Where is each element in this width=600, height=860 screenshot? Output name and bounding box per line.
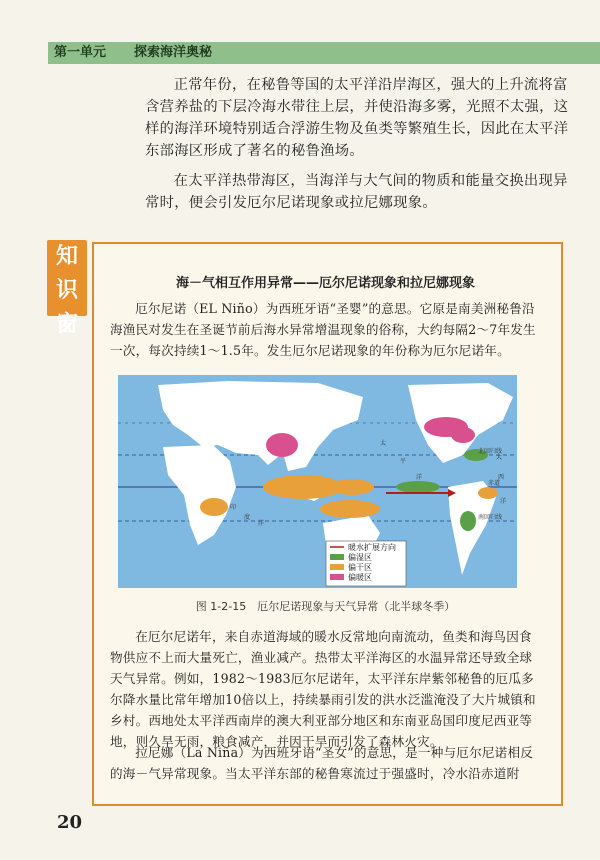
dry-region-southern-africa [200,498,228,516]
page-number: 20 [57,812,83,833]
knowledge-paragraph-3: 拉尼娜（La Niña）为西班牙语“圣女”的意思，是一种与厄尔尼诺相反的海－气异常现象。当太平洋东部的秘鲁寒流过于强盛时，冷水沿赤道附 [110,745,534,781]
wet-region-central-pacific [396,481,440,493]
legend-swatch-wet [330,554,344,560]
knowledge-paragraph-2: 在厄尔尼诺年，来自赤道海域的暖水反常地向南流动，鱼类和海鸟因食物供应不上而大量死亡，渔业减产。热带太平洋海区的水温异常还导致全球天气异常。例如，1982～1983厄尔尼诺年，太平洋东岸紫邻秘鲁的厄瓜多尔降水量比常年增加10倍以上，持续暴雨引发的洪水泛滥淹没了大片城镇和乡村。西地处太平洋西南岸的澳大利亚部分地区和东南亚岛国印度尼西亚等地，则久旱无雨，粮食减产，并因干旱而引发了森林火灾。 [110,629,536,749]
knowledge-box-title: 海－气相互作用异常——厄尔尼诺现象和拉尼娜现象 [175,276,475,291]
unit-label: 第一单元 [54,45,107,60]
map-label-pacific-2: 平 [400,458,407,465]
legend-label-dry: 偏干区 [348,563,372,572]
map-label-atlantic-1: 大 [496,454,503,461]
body-paragraph-2: 在太平洋热带海区，当海洋与大气间的物质和能量交换出现异常时，便会引发厄尔尼诺现象或拉尼娜现象。 [145,173,568,211]
map-label-indian-2: 度 [244,514,251,521]
legend-swatch-warm [330,574,344,580]
map-label-pacific-3: 洋 [416,474,423,481]
legend-label-arrow: 暖水扩展方向 [348,543,396,552]
wet-region-south-america [460,511,476,531]
map-label-tropic-capricorn: 南回归线 [478,514,503,521]
warm-region-east-asia [266,433,298,457]
legend-label-wet: 偏湿区 [348,553,372,562]
dry-region-australia [320,500,380,518]
body-paragraph-1: 正常年份，在秘鲁等国的太平洋沿岸海区，强大的上升流将富含营养盐的下层冷海水带往上层，并使沿海多雾，光照不太强，这样的海洋环境特别适合浮游生物及鱼类等繁殖生长，因此在太平洋东部海区形成了著名的秘鲁渔场。 [145,77,569,159]
header-band [48,42,600,64]
map-label-indian-3: 洋 [258,520,265,527]
map-label-atlantic-3: 洋 [500,498,507,505]
dry-region-northeast-brazil [478,487,498,499]
world-map-figure [118,375,517,588]
legend-label-warm: 偏暖区 [348,573,372,582]
map-label-atlantic-2: 西 [498,474,505,481]
map-label-indian-1: 印 [230,504,237,511]
map-label-pacific-1: 太 [380,440,387,447]
knowledge-paragraph-1: 厄尔尼诺（EL Niño）为西班牙语“圣婴”的意思。它原是南美洲秘鲁沿海渔民对发生在圣诞节前后海水异常增温现象的俗称，大约每隔2～7年发生一次，每次持续1～1.5年。发生厄尔尼诺现象的年份称为厄尔尼诺年。 [110,301,536,358]
warm-region-canada [451,427,475,443]
legend-swatch-dry [330,564,344,570]
figure-caption: 图 1-2-15 厄尔尼诺现象与天气异常（北半球冬季） [195,600,456,613]
map-label-tropic-cancer: 北回归线 [478,448,503,455]
map-label-equator: 赤道 [488,480,501,487]
knowledge-window-tag: 知 识 窗 [47,240,87,316]
unit-title: 探索海洋奥秘 [134,45,213,60]
dry-region-pacific [330,479,374,495]
